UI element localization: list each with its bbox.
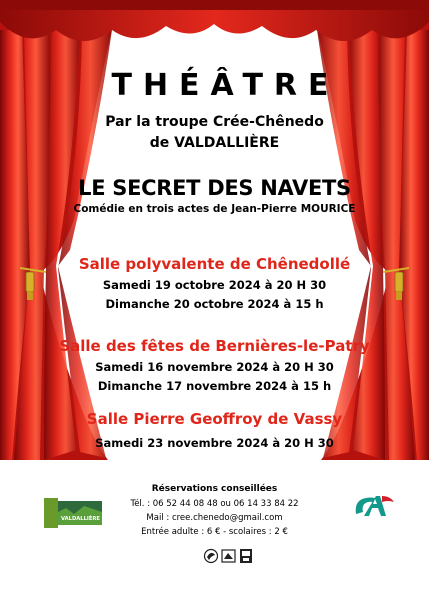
page-title: THÉÂTRE — [111, 68, 340, 103]
venue-name: Salle polyvalente de Chênedollé — [78, 255, 351, 273]
play-subtitle: Comédie en trois actes de Jean-Pierre MOURICE — [73, 203, 356, 215]
reservations-heading: Réservations conseillées — [151, 484, 278, 494]
credit-agricole-logo — [352, 490, 396, 522]
performance-date: Dimanche 20 octobre 2024 à 15 h — [105, 297, 324, 311]
town-line: de VALDALLIÈRE — [149, 135, 280, 151]
logo-left-text: VALDALLIÈRE — [61, 516, 100, 522]
venue-name: Salle Pierre Geoffroy de Vassy — [86, 410, 343, 428]
play-title: LE SECRET DES NAVETS — [78, 176, 351, 200]
performance-date: Samedi 23 novembre 2024 à 20 H 30 — [95, 436, 334, 450]
performance-date: Dimanche 17 novembre 2024 à 15 h — [97, 379, 332, 393]
performance-date: Samedi 16 novembre 2024 à 20 H 30 — [95, 360, 334, 374]
valdalliere-logo — [44, 498, 102, 528]
performance-date: Samedi 19 octobre 2024 à 20 H 30 — [102, 278, 327, 292]
reservations-mail: Mail : cree.chenedo@gmail.com — [146, 513, 283, 523]
reservations-prices: Entrée adulte : 6 € - scolaires : 2 € — [141, 527, 288, 537]
venue-name: Salle des fêtes de Bernières-le-Patry — [59, 337, 370, 355]
eco-print-icons — [203, 547, 255, 565]
troupe-line: Par la troupe Crée-Chênedo — [105, 114, 324, 130]
logo-right-text: CA — [352, 490, 354, 491]
reservations-phone: Tél. : 06 52 44 08 48 ou 06 14 33 84 22 — [130, 499, 299, 509]
curtain-valance — [0, 0, 429, 41]
